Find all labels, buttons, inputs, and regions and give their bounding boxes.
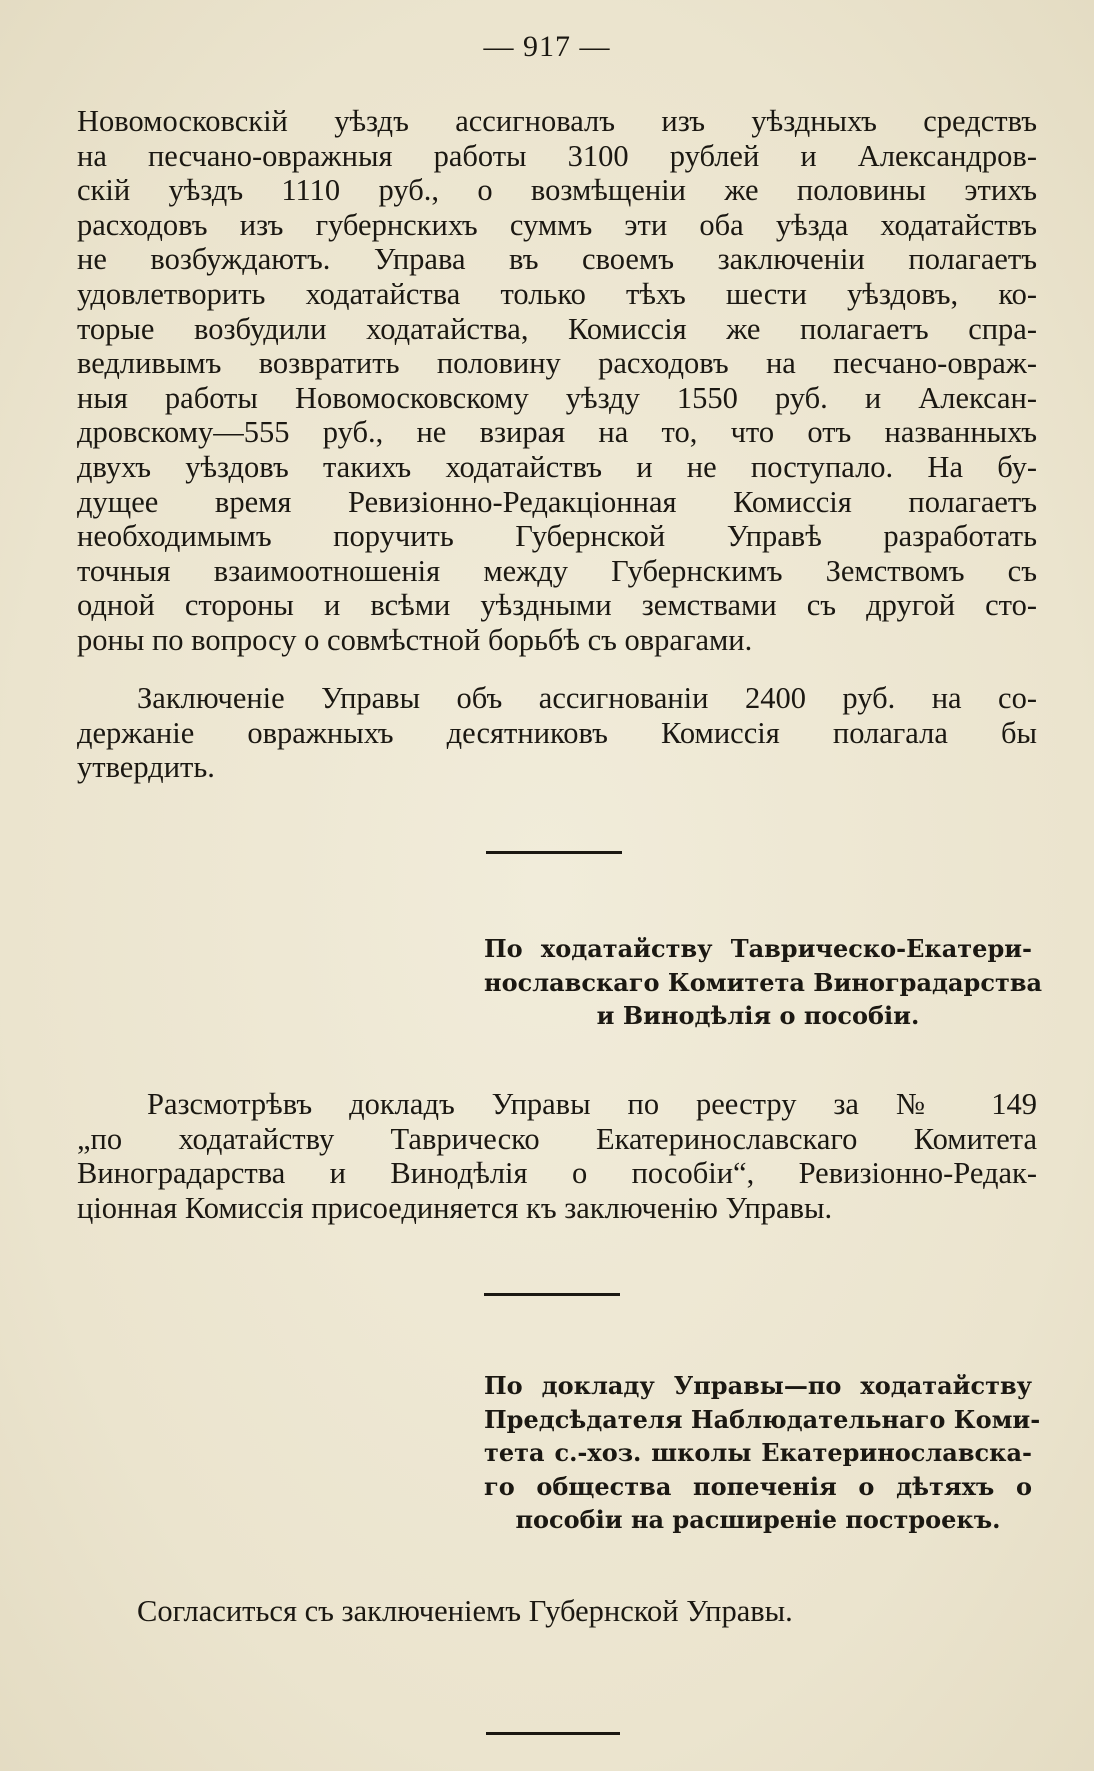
text-line: Заключеніе Управы объ ассигнованіи 2400 руб. на со- [137,681,1037,715]
text-line: держаніе овражныхъ десятниковъ Комиссія полагала бы [77,715,1037,750]
heading-line: нославскаго Комитета Виноградарства [484,967,1043,997]
text-line: ведливымъ возвратить половину расходовъ на песчано-овраж- [77,346,1037,381]
text-line: роны по вопросу о совмѣстной борьбѣ съ оврагами. [77,622,753,657]
text-line: Разсмотрѣвъ докладъ Управы по реестру за № 149 [147,1087,1037,1121]
page-number: — 917 — [483,30,611,63]
text-line: скій уѣздъ 1110 руб., о возмѣщеніи же половины этихъ [77,173,1037,208]
paragraph-foremen-assignment [77,681,1037,785]
heading-line: Предсѣдателя Наблюдательнаго Коми- [484,1404,1041,1434]
section-heading-school-buildings [484,1369,1041,1537]
text-line: необходимымъ поручить Губернской Управѣ разработать [77,519,1037,554]
heading-line: пособіи на расширеніе построекъ. [515,1505,1001,1534]
paragraph-school-decision [137,1594,1037,1629]
heading-line: По докладу Управы—по ходатайству [484,1371,1032,1400]
text-line: одной стороны и всѣми уѣздными земствами съ другой сто- [77,588,1037,623]
section-divider [486,851,622,854]
heading-line: тета с.-хоз. школы Екатеринославска- [484,1438,1032,1467]
section-divider [484,1293,620,1296]
paragraph-ravines-funding [77,104,1037,658]
paragraph-viticulture-decision [77,1087,1037,1225]
text-line: „по ходатайству Таврическо Екатеринославскаго Комитета [77,1121,1037,1156]
text-line: Виноградарства и Винодѣлія о пособіи“, Ревизіонно-Редак- [77,1156,1037,1191]
text-line: не возбуждаютъ. Управа въ своемъ заключеніи полагаетъ [77,242,1037,277]
text-line: торые возбудили ходатайства, Комиссія же полагаетъ спра- [77,311,1037,346]
text-line: Новомосковскій уѣздъ ассигновалъ изъ уѣздныхъ средствъ [77,104,1037,138]
text-line: ціонная Комиссія присоединяется къ заключенію Управы. [77,1190,833,1225]
text-line: утвердить. [77,750,215,785]
text-line: точныя взаимоотношенія между Губернскимъ Земствомъ съ [77,553,1037,588]
heading-line: и Винодѣлія о пособіи. [596,1001,920,1030]
heading-line: го общества попеченія о дѣтяхъ о [484,1471,1032,1501]
text-line: удовлетворить ходатайства только тѣхъ шести уѣздовъ, ко- [77,276,1037,311]
text-line: дущее время Ревизіонно-Редакціонная Комиссія полагаетъ [77,484,1037,519]
text-line: двухъ уѣздовъ такихъ ходатайствъ и не поступало. На бу- [77,449,1037,484]
heading-line: По ходатайству Таврическо-Екатери- [484,934,1032,963]
section-heading-viticulture [484,932,1043,1033]
text-line: расходовъ изъ губернскихъ суммъ эти оба уѣзда ходатайствъ [77,207,1037,242]
text-line: на песчано-овражныя работы 3100 рублей и Александров- [77,138,1037,173]
text-line: ныя работы Новомосковскому уѣзду 1550 руб. и Алексан- [77,380,1037,415]
text-line: дровскому—555 руб., не взирая на то, что отъ названныхъ [77,415,1037,450]
text-line: Согласиться съ заключеніемъ Губернской Управы. [137,1594,793,1628]
section-divider [486,1732,620,1735]
